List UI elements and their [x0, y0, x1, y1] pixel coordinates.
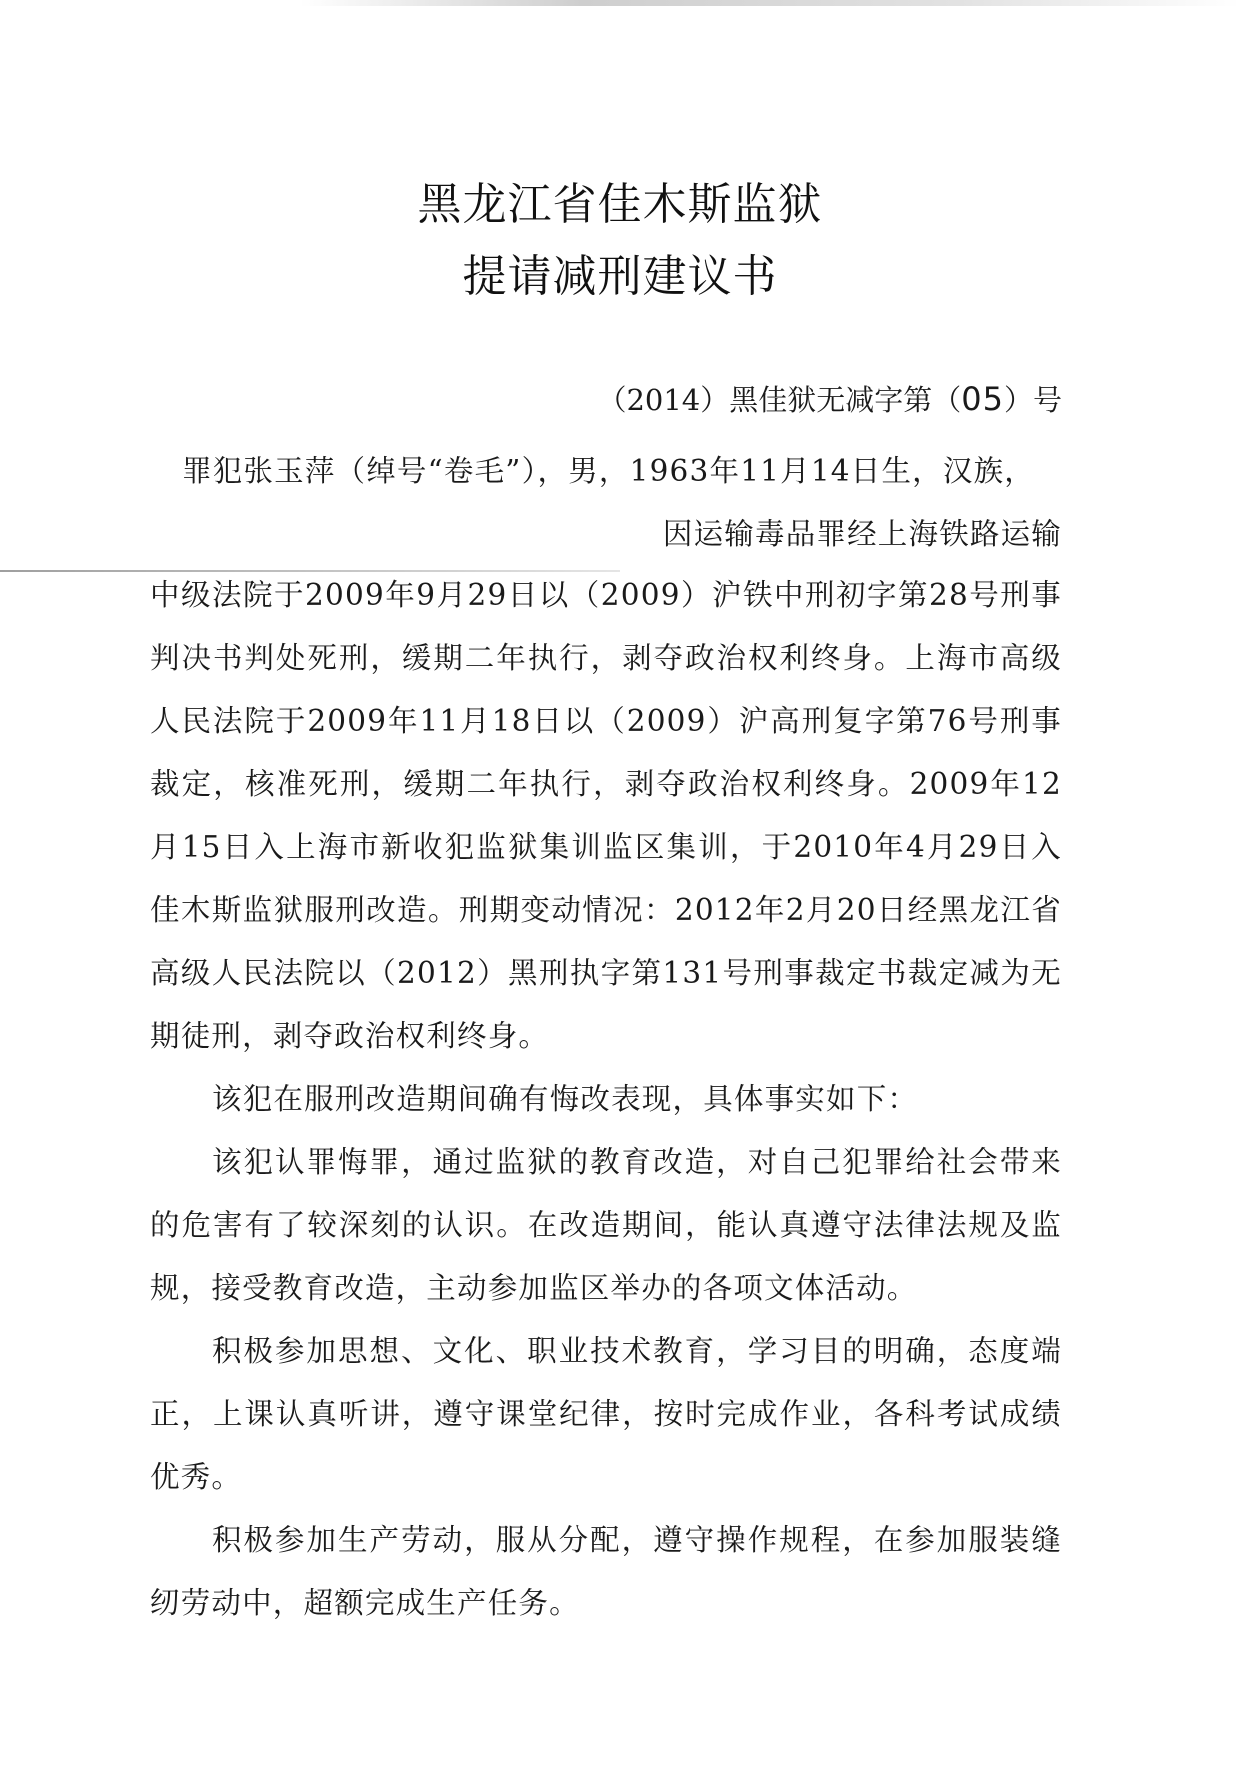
body-paragraph-repentance: 该犯认罪悔罪，通过监狱的教育改造，对自己犯罪给社会带来的危害有了较深刻的认识。在改造期间，能认真遵守法律法规及监规，接受教育改造，主动参加监区举办的各项文体活动。: [150, 1145, 1062, 1305]
body-paragraph-intro-facts: 该犯在服刑改造期间确有悔改表现，具体事实如下：: [212, 1082, 919, 1116]
body-paragraph-education: 积极参加思想、文化、职业技术教育，学习目的明确，态度端正，上课认真听讲，遵守课堂纪律，按时完成作业，各科考试成绩优秀。: [150, 1334, 1062, 1494]
body-paragraph-labor: 积极参加生产劳动，服从分配，遵守操作规程，在参加服装缝纫劳动中，超额完成生产任务。: [150, 1523, 1062, 1620]
intro-line-2: 因运输毒品罪经上海铁路运输: [662, 517, 1062, 551]
document-number: [597, 378, 1062, 419]
document-number-suffix: ）号: [1003, 383, 1062, 417]
body-paragraph-sentence: 中级法院于2009年9月29日以（2009）沪铁中刑初字第28号刑事判决书判处死刑，缓期二年执行，剥夺政治权利终身。上海市高级人民法院于2009年11月18日以（2009）沪高刑复字第76号刑事裁定，核准死刑，缓期二年执行，剥夺政治权利终身。2009年12月15日入上海市新收犯监狱集训监区集训，于2010年4月29日入佳木斯监狱服刑改造。刑期变动情况：2012年2月20日经黑龙江省高级人民法院以（2012）黑刑执字第131号刑事裁定书裁定减为无期徒刑，剥夺政治权利终身。: [150, 578, 1062, 1053]
intro-line-1: 罪犯张玉萍（绰号“卷毛”），男，1963年11月14日生，汉族，: [182, 454, 1035, 488]
redacted-area: [148, 508, 638, 560]
document-number-value: 05: [961, 380, 1004, 418]
document-number-prefix: （2014）黑佳狱无减字第（: [597, 383, 962, 417]
document-title: 黑龙江省佳木斯监狱: [417, 179, 823, 230]
scan-artifact-top: [300, 0, 1240, 6]
document-subtitle: 提请减刑建议书: [462, 251, 778, 302]
